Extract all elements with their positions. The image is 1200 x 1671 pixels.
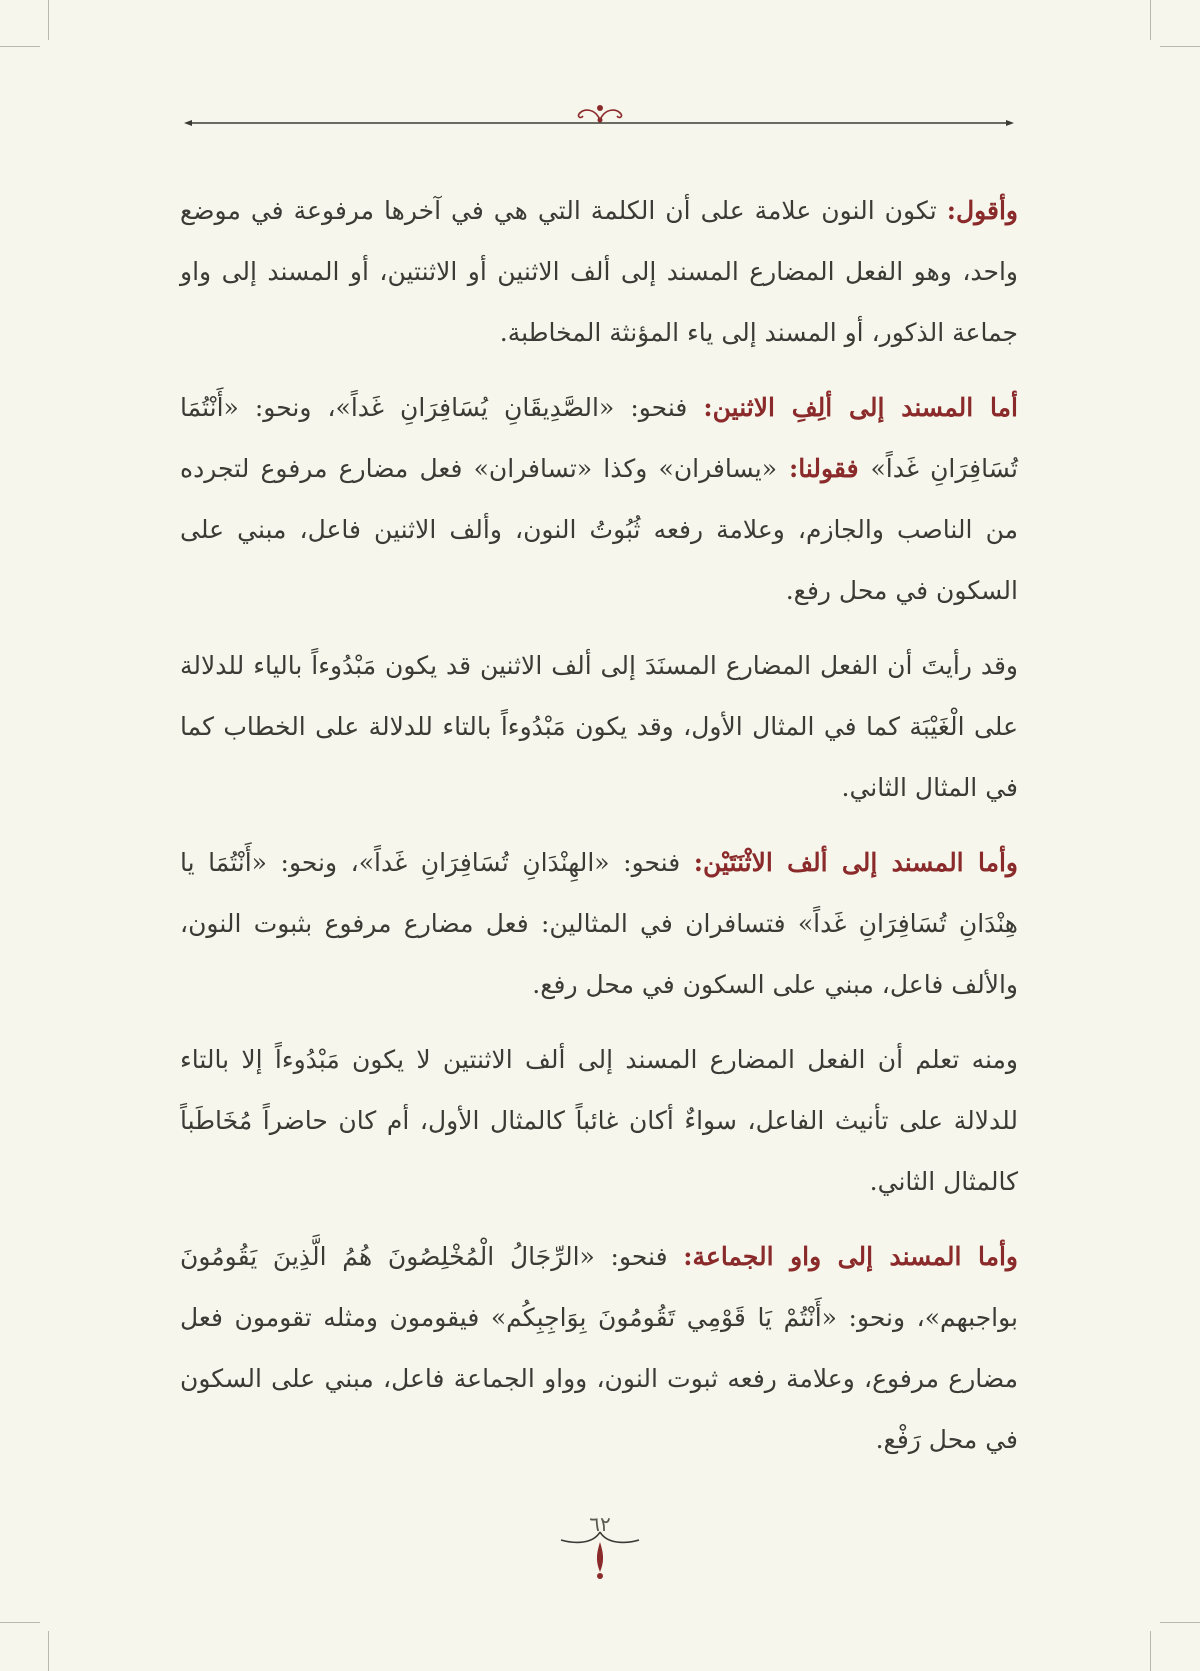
paragraph-lead: وأقول: [946, 196, 1018, 225]
paragraph-text: فنحو: «الصَّدِيقَانِ يُسَافِرَانِ غَداً»، ونحو: «أَنْتُمَا تُسَافِرَانِ غَداً» [180, 393, 1018, 483]
crop-mark [48, 0, 49, 40]
paragraph [180, 832, 1018, 1015]
bottom-flourish-icon [555, 1522, 645, 1582]
crop-mark [1150, 0, 1151, 40]
crop-mark [0, 1622, 40, 1623]
paragraph-text: وقد رأيتَ أن الفعل المضارع المسنَدَ إلى ألف الاثنين قد يكون مَبْدُوءاً بالياء للدلالة على الْغَيْبَة كما في المثال الأول، وقد يكون مَبْدُوءاً بالتاء للدلالة على الخطاب كما في المثال الثاني. [180, 651, 1018, 802]
inline-keyword: فقولنا: [777, 454, 871, 483]
paragraph [180, 180, 1018, 363]
crop-mark [48, 1631, 49, 1671]
crop-mark [0, 46, 40, 47]
paragraph-lead: وأما المسند إلى ألف الاثْنَتَيْن: [693, 848, 1018, 877]
paragraph-text: فنحو: «الرِّجَالُ الْمُخْلِصُونَ هُمُ الَّذِينَ يَقُومُونَ بواجبهم»، ونحو: «أَنْتُمْ يَا قَوْمِي تَقُومُونَ بِوَاجِبِكُم» فيقومون ومثله تقومون فعل مضارع مرفوع، وعلامة رفعه ثبوت النون، وواو الجماعة فاعل، مبني على السكون في محل رَفْع. [180, 1242, 1018, 1454]
paragraph-text: تكون النون علامة على أن الكلمة التي هي في آخرها مرفوعة في موضع واحد، وهو الفعل المضارع المسند إلى ألف الاثنين أو الاثنتين، أو المسند إلى واو جماعة الذكور، أو المسند إلى ياء المؤنثة المخاطبة. [180, 196, 1018, 347]
crop-mark [1160, 1622, 1200, 1623]
paragraph-text: «يسافران» وكذا «تسافران» فعل مضارع مرفوع لتجرده من الناصب والجازم، وعلامة رفعه ثُبُوتُ النون، وألف الاثنين فاعل، مبني على السكون في محل رفع. [180, 454, 1018, 605]
paragraph-text: فنحو: «الهِنْدَانِ تُسَافِرَانِ غَداً»، ونحو: «أَنْتُمَا يا هِنْدَانِ تُسَافِرَانِ غَداً» فتسافران في المثالين: فعل مضارع مرفوع بثبوت النون، والألف فاعل، مبني على السكون في محل رفع. [180, 848, 1018, 999]
paragraph [180, 1029, 1018, 1212]
paragraph-text: ومنه تعلم أن الفعل المضارع المسند إلى ألف الاثنتين لا يكون مَبْدُوءاً إلا بالتاء للدلالة على تأنيث الفاعل، سواءٌ أكان غائباً كالمثال الأول، أم كان حاضراً مُخَاطَباً كالمثال الثاني. [180, 1045, 1018, 1196]
paragraph [180, 1226, 1018, 1470]
page-number: ٦٢ [589, 1512, 611, 1536]
paragraph-lead: وأما المسند إلى واو الجماعة: [683, 1242, 1019, 1271]
crop-mark [1160, 46, 1200, 47]
paragraph [180, 635, 1018, 818]
flourish-icon [565, 100, 635, 124]
crop-mark [1150, 1631, 1151, 1671]
paragraph [180, 377, 1018, 621]
paragraph-lead: أما المسند إلى ألِفِ الاثنين: [703, 393, 1018, 422]
page-body [180, 180, 1018, 1484]
